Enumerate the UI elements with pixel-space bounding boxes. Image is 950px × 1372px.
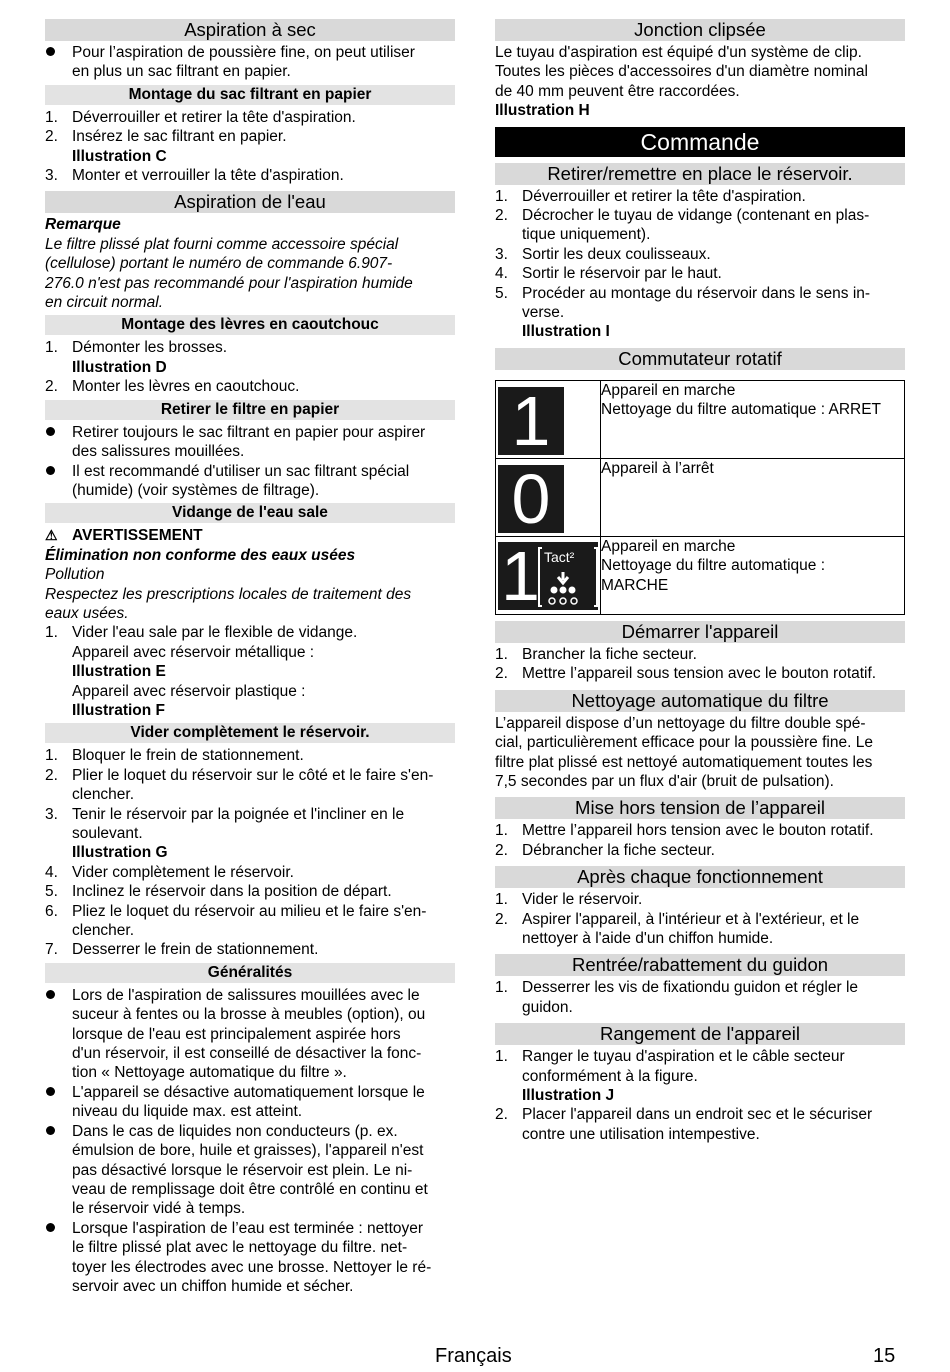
- item-text: Inclinez le réservoir dans la position de départ.: [72, 883, 392, 901]
- numbered-item: [45, 127, 455, 166]
- bullet-icon: [45, 1083, 69, 1102]
- item-number: 1.: [495, 1048, 508, 1066]
- section-heading-commutateur: Commutateur rotatif: [495, 348, 905, 370]
- warning-text: Respectez les prescriptions locales de traitement des eaux usées.: [45, 585, 412, 622]
- bullet-item: Dans le cas de liquides non conducteurs (p. ex. émulsion de bore, huile et graisses), l'appareil n'est pas désactivé lorsque le réservoir est plein. Le ni- veau de remplissage doit être contrôlé en continu et le réservoir vidé à temps.: [45, 1122, 455, 1219]
- item-number: 1.: [495, 979, 508, 997]
- item-text: Décrocher le tuyau de vidange (contenant en plas-: [522, 207, 870, 225]
- numbered-item: [45, 108, 455, 127]
- bullet-icon: [45, 1219, 69, 1238]
- subheading-montage-sac: Montage du sac filtrant en papier: [45, 85, 455, 105]
- item-number: 2.: [495, 841, 508, 859]
- item-text: conformément à la figure.: [522, 1067, 698, 1085]
- item-number: 1.: [45, 108, 58, 126]
- item-text: tique uniquement).: [522, 226, 651, 244]
- symbol-cell: [496, 380, 601, 458]
- section-heading-guidon: Rentrée/rabattement du guidon: [495, 954, 905, 976]
- item-text: clencher.: [72, 786, 135, 804]
- item-text: Placer l'appareil dans un endroit sec et le sécuriser: [522, 1106, 873, 1124]
- page-number: 15: [873, 1345, 896, 1367]
- item-text: Bloquer le frein de stationnement.: [72, 747, 304, 765]
- item-number: 1.: [45, 747, 58, 765]
- section-heading-nettoyage-auto: Nettoyage automatique du filtre: [495, 690, 905, 712]
- description-cell: Appareil en marche Nettoyage du filtre automatique : ARRET: [601, 380, 905, 458]
- item-number: 1.: [495, 822, 508, 840]
- subheading-retirer-filtre: Retirer le filtre en papier: [45, 400, 455, 420]
- numbered-item: [495, 245, 905, 264]
- item-number: 2.: [495, 910, 508, 928]
- item-text: Monter les lèvres en caoutchouc.: [72, 378, 300, 396]
- numbered-item: [495, 1047, 905, 1105]
- item-number: 7.: [45, 941, 58, 959]
- section-heading-demarrer: Démarrer l'appareil: [495, 621, 905, 643]
- bullet-icon: [45, 986, 69, 1005]
- item-text: Procéder au montage du réservoir dans le sens in-: [522, 284, 871, 302]
- numbered-item: [495, 664, 905, 683]
- item-text: Sortir le réservoir par le haut.: [522, 265, 722, 283]
- item-number: 3.: [45, 805, 58, 823]
- description-cell: Appareil en marche Nettoyage du filtre automatique : MARCHE: [601, 536, 905, 614]
- item-text: Sortir les deux coulisseaux.: [522, 245, 711, 263]
- numbered-item: [45, 377, 455, 396]
- numbered-item: [45, 338, 455, 377]
- item-number: 2.: [495, 1106, 508, 1124]
- item-text: Aspirer l'appareil, à l'intérieur et à l'extérieur, et le: [522, 910, 860, 928]
- section-heading-jonction: Jonction clipsée: [495, 19, 905, 41]
- footer-language: Français: [435, 1345, 512, 1367]
- remark-label: Remarque: [45, 216, 121, 234]
- section-heading-retirer-reservoir: Retirer/remettre en place le réservoir.: [495, 163, 905, 185]
- numbered-item: [495, 910, 905, 949]
- numbered-list: [495, 821, 905, 860]
- item-text: guidon.: [522, 998, 573, 1016]
- numbered-item: [495, 264, 905, 283]
- bullet-icon: [45, 462, 69, 481]
- illustration-ref: Illustration J: [522, 1086, 615, 1104]
- bullet-item: Lors de l'aspiration de salissures mouillées avec le suceur à fentes ou la brosse à meubles (option), ou lorsque de l'eau est principalement aspirée hors d'un réservoir, il est conseillé de désactiver la fonc- tion « Nettoyage automatique du filtre ».: [45, 986, 455, 1083]
- item-text: clencher.: [72, 922, 135, 940]
- item-text: Tenir le réservoir par la poignée et l'incliner en le: [72, 805, 405, 823]
- item-text: Vider le réservoir.: [522, 891, 643, 909]
- table-row: [496, 380, 905, 458]
- item-text: Desserrer le frein de stationnement.: [72, 941, 319, 959]
- numbered-item: [45, 746, 455, 765]
- illustration-ref: Illustration I: [522, 323, 610, 341]
- numbered-list: [45, 338, 455, 396]
- bullet-icon: [45, 43, 69, 62]
- numbered-item: [45, 863, 455, 882]
- item-text: Brancher la fiche secteur.: [522, 645, 697, 663]
- bullet-icon: [45, 1122, 69, 1141]
- illustration-ref: Illustration D: [72, 358, 167, 376]
- numbered-item: [495, 284, 905, 342]
- numbered-list: [495, 1047, 905, 1144]
- item-number: 4.: [45, 863, 58, 881]
- numbered-list: [495, 890, 905, 948]
- illustration-ref: Illustration C: [72, 147, 167, 165]
- numbered-item: [45, 882, 455, 901]
- chapter-heading-commande: Commande: [495, 127, 905, 157]
- warning-heading: ⚠ AVERTISSEMENT: [45, 527, 203, 545]
- numbered-item: [45, 902, 455, 941]
- item-text: Mettre l’appareil hors tension avec le bouton rotatif.: [522, 822, 874, 840]
- symbol-cell: [496, 458, 601, 536]
- item-text: Desserrer les vis de fixationdu guidon et régler le: [522, 979, 859, 997]
- subheading-generalites: Généralités: [45, 963, 455, 983]
- section-heading-aspiration-sec: Aspiration à sec: [45, 19, 455, 41]
- item-text: verse.: [522, 304, 565, 322]
- item-number: 3.: [495, 245, 508, 263]
- item-number: 2.: [495, 665, 508, 683]
- numbered-list: [45, 108, 455, 186]
- item-number: 1.: [495, 187, 508, 205]
- item-text: Ranger le tuyau d'aspiration et le câble secteur: [522, 1048, 845, 1066]
- section-heading-apres-fonctionnement: Après chaque fonctionnement: [495, 866, 905, 888]
- item-number: 6.: [45, 902, 58, 920]
- item-text: Déverrouiller et retirer la tête d'aspiration.: [72, 108, 356, 126]
- numbered-item: [45, 940, 455, 959]
- numbered-item: 1. Vider l'eau sale par le flexible de vidange. Appareil avec réservoir métallique : Illustration E Appareil avec réservoir plastique : Illustration F: [45, 624, 358, 719]
- item-text: Pliez le loquet du réservoir au milieu et le faire s'en-: [72, 902, 427, 920]
- section-heading-mise-hors-tension: Mise hors tension de l’appareil: [495, 797, 905, 819]
- numbered-item: [495, 645, 905, 664]
- right-column: [495, 19, 905, 1144]
- item-number: 2.: [495, 207, 508, 225]
- item-text: Mettre l’appareil sous tension avec le bouton rotatif.: [522, 665, 877, 683]
- switch-position-tact-icon: 1 Tact²: [498, 542, 598, 610]
- symbol-cell: [496, 536, 601, 614]
- item-number: 2.: [45, 766, 58, 784]
- subheading-vider-reservoir: Vider complètement le réservoir.: [45, 723, 455, 743]
- item-text: Débrancher la fiche secteur.: [522, 841, 715, 859]
- subheading-levres: Montage des lèvres en caoutchouc: [45, 315, 455, 335]
- item-number: 2.: [45, 128, 58, 146]
- numbered-item: [495, 978, 905, 1017]
- bullet-item: Retirer toujours le sac filtrant en papier pour aspirer des salissures mouillées.: [45, 423, 455, 462]
- description-cell: Appareil à l’arrêt: [601, 458, 905, 536]
- nettoyage-text: L’appareil dispose d’un nettoyage du filtre double spé- cial, particulièrement efficace pour la poussière fine. Le filtre plat plissé est nettoyé automatiquement toutes les 7,5 secondes par un flux d'air (bruit de pulsation).: [495, 714, 873, 790]
- item-number: 1.: [495, 645, 508, 663]
- item-text: contre une utilisation intempestive.: [522, 1125, 760, 1143]
- switch-position-0-icon: 0: [498, 465, 564, 533]
- bullet-item: L'appareil se désactive automatiquement lorsque le niveau du liquide max. est atteint.: [45, 1083, 455, 1122]
- warning-icon: ⚠: [45, 527, 58, 544]
- item-text: soulevant.: [72, 825, 143, 842]
- numbered-item: [495, 187, 905, 206]
- item-number: 1.: [495, 891, 508, 909]
- item-text: Vider complètement le réservoir.: [72, 863, 294, 881]
- warning-subtitle: Élimination non conforme des eaux usées: [45, 546, 356, 564]
- warning-pollution: Pollution: [45, 566, 105, 584]
- bullet-icon: [45, 423, 69, 442]
- item-text: Plier le loquet du réservoir sur le côté et le faire s'en-: [72, 766, 434, 784]
- bullet-item: Lorsque l'aspiration de l’eau est terminée : nettoyer le filtre plissé plat avec le nettoyage du filtre. net- toyer les électrodes avec une brosse. Nettoyer le ré- servoir avec un chiffon humide et sécher.: [45, 1219, 455, 1297]
- bullet-item: Pour l’aspiration de poussière fine, on peut utiliser en plus un sac filtrant en papier.: [45, 43, 455, 82]
- numbered-item: [45, 166, 455, 185]
- numbered-item: [495, 890, 905, 909]
- rotary-switch-table: [495, 380, 905, 615]
- numbered-list: [495, 187, 905, 342]
- item-number: 5.: [495, 284, 508, 302]
- item-number: 1.: [45, 339, 58, 357]
- numbered-list: [495, 645, 905, 684]
- subheading-vidange: Vidange de l'eau sale: [45, 503, 455, 523]
- item-number: 2.: [45, 378, 58, 396]
- left-column: [45, 19, 455, 1296]
- numbered-item: [495, 821, 905, 840]
- table-row: [496, 458, 905, 536]
- item-text: Déverrouiller et retirer la tête d'aspiration.: [522, 187, 806, 205]
- numbered-item: [495, 1105, 905, 1144]
- item-number: 4.: [495, 265, 508, 283]
- table-row: [496, 536, 905, 614]
- remark-text: Le filtre plissé plat fourni comme accessoire spécial (cellulose) portant le numéro de commande 6.907- 276.0 n'est pas recommandé pour l'aspiration humide en circuit normal.: [45, 235, 413, 312]
- bullet-item: Il est recommandé d'utiliser un sac filtrant spécial (humide) (voir systèmes de filtrage).: [45, 462, 455, 501]
- numbered-item: [45, 766, 455, 805]
- numbered-item: [495, 206, 905, 245]
- numbered-list: [45, 746, 455, 959]
- section-heading-aspiration-eau: Aspiration de l'eau: [45, 191, 455, 213]
- section-heading-rangement: Rangement de l'appareil: [495, 1023, 905, 1045]
- item-text: Monter et verrouiller la tête d'aspiration.: [72, 167, 344, 185]
- numbered-item: [495, 841, 905, 860]
- item-number: 5.: [45, 883, 58, 901]
- numbered-item: [45, 805, 455, 863]
- item-text: nettoyer à l'aide d'un chiffon humide.: [522, 929, 774, 947]
- illustration-ref: Illustration G: [72, 844, 168, 862]
- item-number: 3.: [45, 167, 58, 185]
- item-text: Démonter les brosses.: [72, 339, 228, 357]
- switch-position-1-icon: 1: [498, 387, 564, 455]
- jonction-text: Le tuyau d'aspiration est équipé d'un système de clip. Toutes les pièces d'accessoires d'un diamètre nominal de 40 mm peuvent être raccordées. Illustration H: [495, 44, 868, 120]
- item-text: Insérez le sac filtrant en papier.: [72, 128, 287, 146]
- numbered-list: [495, 978, 905, 1017]
